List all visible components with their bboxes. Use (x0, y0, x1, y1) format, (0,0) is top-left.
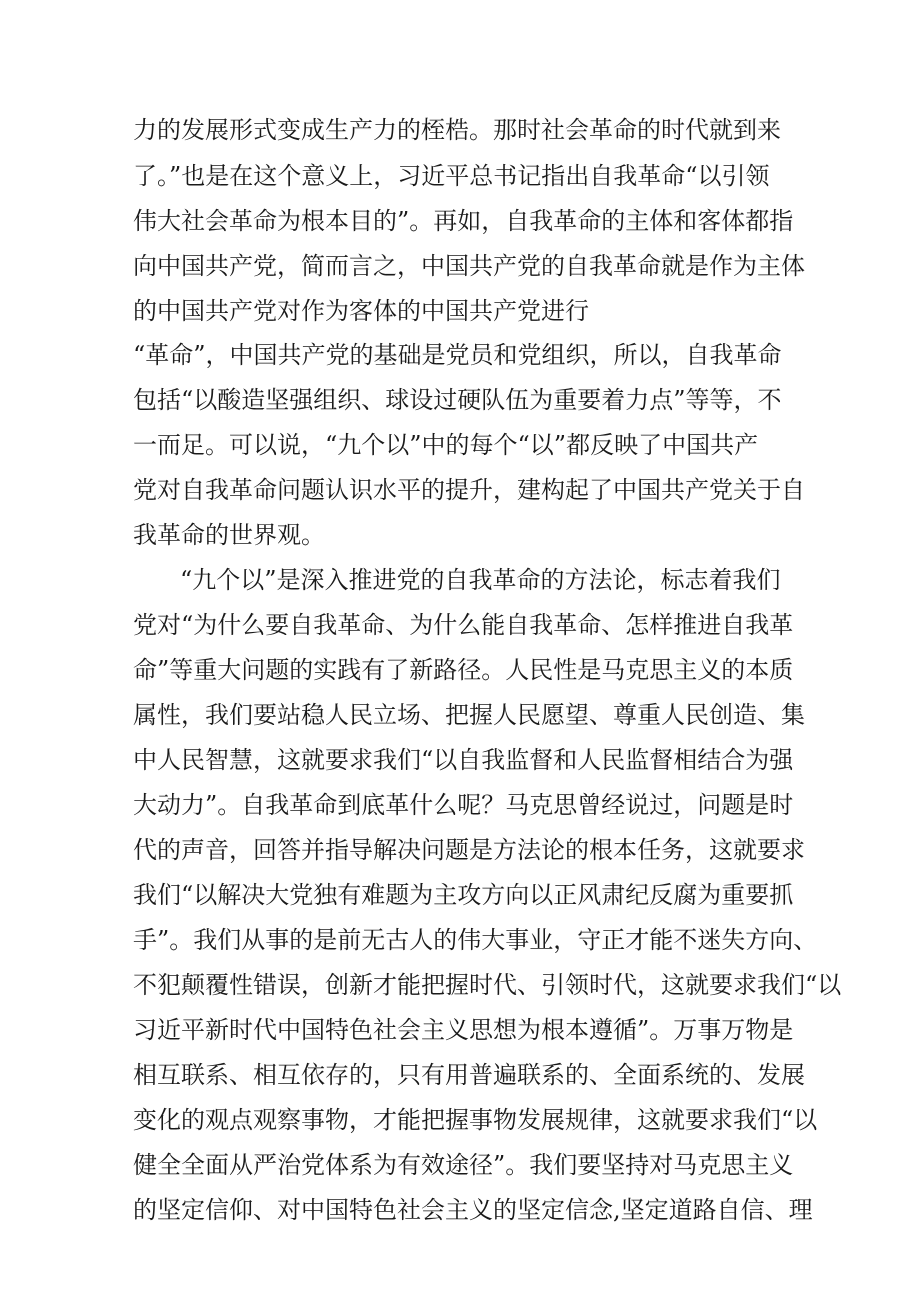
text-line: 了。”也是在这个意义上，习近平总书记指出自我革命“以引领 (133, 162, 770, 190)
text-line: 党对自我革命问题认识水平的提升，建构起了中国共产党关于自 (133, 476, 805, 504)
text-line: 我革命的世界观。 (133, 521, 325, 549)
text-line: 大动力”。自我革命到底革什么呢？马克思曾经说过，问题是时 (133, 791, 794, 819)
text-line: 向中国共产党，简而言之，中国共产党的自我革命就是作为主体 (133, 252, 805, 280)
text-line: 代的声音，回答并指导解决问题是方法论的根本任务，这就要求 (133, 836, 805, 864)
text-line: 包括“以酸造坚强组织、球设过硬队伍为重要着力点”等等，不 (133, 386, 782, 414)
text-line: 相互联系、相互依存的，只有用普遍联系的、全面系统的、发展 (133, 1061, 805, 1089)
text-line: 不犯颠覆性错误，创新才能把握时代、引领时代，这就要求我们“以 (133, 971, 842, 999)
text-line: 中人民智慧，这就要求我们“以自我监督和人民监督相结合为强 (133, 746, 794, 774)
text-line: 手”。我们从事的是前无古人的伟大事业，守正才能不迷失方向、 (133, 926, 818, 954)
text-line: “革命”，中国共产党的基础是党员和党组织，所以，自我革命 (133, 341, 782, 369)
text-line: 变化的观点观察事物，才能把握事物发展规律，这就要求我们“以 (133, 1106, 818, 1134)
text-line: 属性，我们要站稳人民立场、把握人民愿望、尊重人民创造、集 (133, 701, 805, 729)
text-line: 的中国共产党对作为客体的中国共产党进行 (133, 297, 589, 325)
text-line: 我们“以解决大党独有难题为主攻方向以正风肃纪反腐为重要抓 (133, 881, 794, 909)
text-line: 的坚定信仰、对中国特色社会主义的坚定信念,坚定道路自信、理 (133, 1196, 813, 1224)
text-line: 伟大社会革命为根本目的”。再如，自我革命的主体和客体都指 (133, 207, 794, 235)
text-line: 健全全面从严治党体系为有效途径”。我们要坚持对马克思主义 (133, 1151, 794, 1179)
text-line: 命”等重大问题的实践有了新路径。人民性是马克思主义的本质 (133, 656, 794, 684)
text-line: 一而足。可以说，“九个以”中的每个“以”都反映了中国共产 (133, 431, 759, 459)
paragraph-first-line: “九个以”是深入推进党的自我革命的方法论，标志着我们 (180, 566, 781, 594)
text-line: 党对“为什么要自我革命、为什么能自我革命、怎样推进自我革 (133, 611, 794, 639)
text-line: 习近平新时代中国特色社会主义思想为根本遵循”。万事万物是 (133, 1016, 794, 1044)
text-line: 力的发展形式变成生产力的桎梏。那时社会革命的时代就到来 (133, 116, 781, 144)
